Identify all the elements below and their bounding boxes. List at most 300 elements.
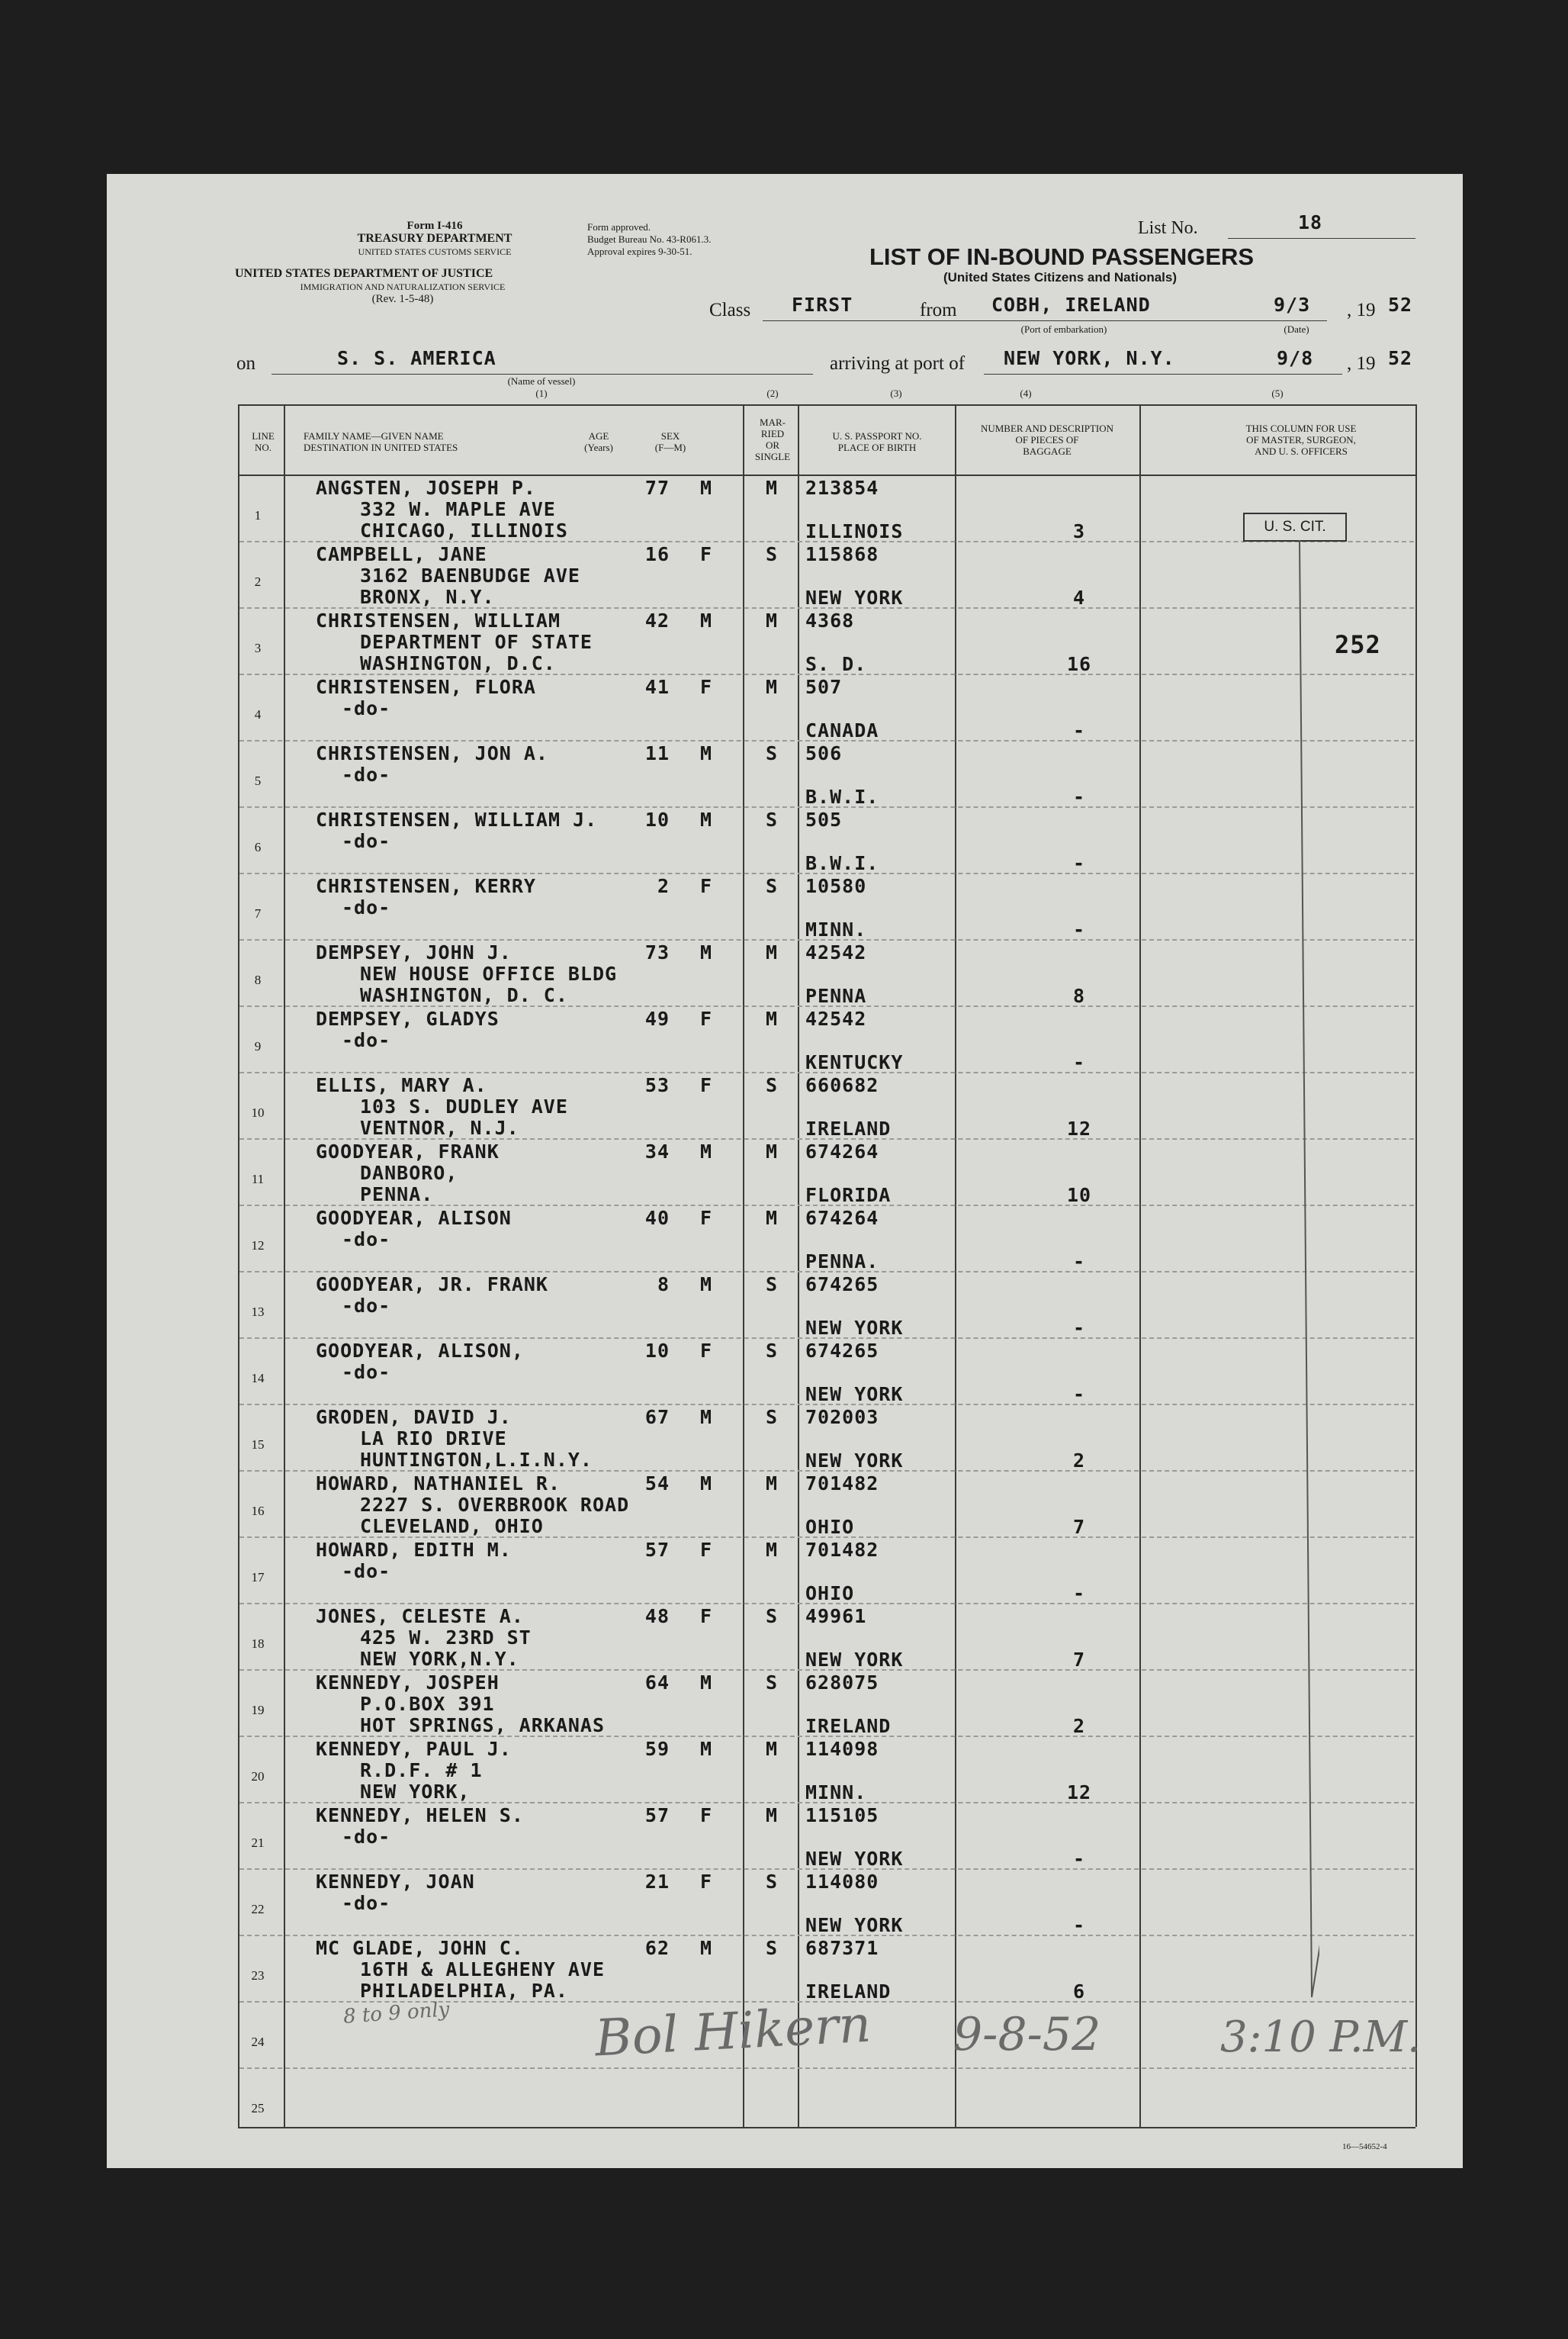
baggage-count: - [1072, 786, 1086, 808]
baggage-count: - [1072, 1582, 1086, 1604]
passport-number: 42542 [805, 941, 867, 964]
header-line-no-1: LINE [252, 430, 275, 442]
place-of-birth: CANADA [805, 719, 879, 742]
passenger-marital-status: S [765, 875, 779, 897]
passport-number: 49961 [805, 1605, 867, 1627]
line-number: 5 [254, 774, 262, 788]
header-married-3: OR [765, 439, 780, 451]
baggage-count: - [1072, 1848, 1086, 1870]
passport-number: 628075 [805, 1671, 879, 1694]
passenger-name: KENNEDY, HELEN S. [316, 1804, 524, 1826]
vessel-name: S. S. AMERICA [337, 347, 496, 369]
passenger-marital-status: S [765, 809, 779, 831]
passenger-name: GOODYEAR, ALISON, [316, 1340, 524, 1362]
row-divider [239, 2067, 1414, 2069]
baggage-count: 2 [1072, 1715, 1086, 1737]
col-num-5: (5) [1271, 388, 1284, 399]
passenger-sex: F [699, 1340, 713, 1362]
line-number: 19 [251, 1703, 265, 1717]
place-of-birth: NEW YORK [805, 1449, 904, 1472]
passenger-destination: VENTNOR, N.J. [360, 1117, 519, 1139]
passenger-name: JONES, CELESTE A. [316, 1605, 524, 1627]
passport-number: 506 [805, 742, 843, 764]
passenger-marital-status: S [765, 1605, 779, 1627]
table-header-border [238, 475, 1415, 476]
line-number: 2 [254, 574, 262, 589]
passenger-marital-status: M [765, 1207, 779, 1229]
passenger-count: 252 [1335, 630, 1381, 659]
line-number: 1 [254, 508, 262, 523]
line-number: 23 [251, 1968, 265, 1983]
passenger-age: 34 [644, 1141, 670, 1163]
passenger-destination: 2227 S. OVERBROOK ROAD [360, 1494, 630, 1516]
passenger-age: 8 [657, 1273, 670, 1295]
place-of-birth: ILLINOIS [805, 520, 904, 542]
passenger-age: 73 [644, 941, 670, 964]
passenger-sex: F [699, 1871, 713, 1893]
header-age-2: (Years) [584, 442, 613, 453]
header-married-2: RIED [760, 428, 785, 439]
us-citizen-stamp-text: U. S. CIT. [1264, 519, 1326, 535]
passenger-name: KENNEDY, JOAN [316, 1871, 475, 1893]
baggage-count: - [1072, 852, 1086, 874]
passenger-name: CHRISTENSEN, FLORA [316, 676, 536, 698]
line-number: 25 [251, 2101, 265, 2115]
header-name-1: FAMILY NAME—GIVEN NAME [304, 430, 444, 442]
passenger-destination: 332 W. MAPLE AVE [360, 498, 556, 520]
passenger-marital-status: S [765, 742, 779, 764]
passport-number: 507 [805, 676, 843, 698]
passenger-age: 11 [644, 742, 670, 764]
line-number: 15 [251, 1437, 265, 1452]
place-of-birth: NEW YORK [805, 1317, 904, 1339]
line-number: 20 [251, 1769, 265, 1784]
passenger-destination: WASHINGTON, D.C. [360, 652, 556, 674]
passenger-name: GRODEN, DAVID J. [316, 1406, 512, 1428]
passenger-destination: -do- [342, 830, 391, 852]
passenger-marital-status: S [765, 1671, 779, 1694]
header-line-no-2: NO. [254, 442, 272, 453]
passenger-marital-status: S [765, 1074, 779, 1096]
vessel-col-num: (1) [535, 388, 548, 399]
passenger-name: KENNEDY, JOSPEH [316, 1671, 500, 1694]
class-value: FIRST [792, 294, 853, 316]
passenger-marital-status: M [765, 477, 779, 499]
passenger-destination: HUNTINGTON,L.I.N.Y. [360, 1449, 593, 1471]
header-sex-1: SEX [660, 430, 680, 442]
passenger-age: 77 [644, 477, 670, 499]
passenger-sex: F [699, 676, 713, 698]
passenger-marital-status: M [765, 676, 779, 698]
passenger-destination: DEPARTMENT OF STATE [360, 631, 593, 653]
passenger-age: 41 [644, 676, 670, 698]
passenger-age: 16 [644, 543, 670, 565]
passport-number: 702003 [805, 1406, 879, 1428]
header-line-no [244, 430, 282, 453]
table-bottom-border [238, 2127, 1415, 2128]
passenger-age: 42 [644, 610, 670, 632]
arrival-date: 9/8 [1277, 347, 1314, 369]
baggage-count: - [1072, 1914, 1086, 1936]
passenger-destination: 16TH & ALLEGHENY AVE [360, 1958, 606, 1980]
passenger-marital-status: M [765, 1738, 779, 1760]
passenger-sex: M [699, 1406, 713, 1428]
passenger-sex: M [699, 1273, 713, 1295]
baggage-count: 3 [1072, 520, 1086, 542]
line-number: 21 [251, 1835, 265, 1850]
header-sex-2: (F—M) [654, 442, 686, 453]
passenger-destination: -do- [342, 896, 391, 919]
passenger-name: DEMPSEY, JOHN J. [316, 941, 512, 964]
passenger-destination: -do- [342, 697, 391, 719]
passenger-name: GOODYEAR, ALISON [316, 1207, 512, 1229]
passenger-sex: M [699, 477, 713, 499]
header-baggage-2: OF PIECES OF [1015, 434, 1079, 446]
baggage-count: 2 [1072, 1449, 1086, 1472]
class-label: Class [709, 300, 751, 320]
header-officers [1139, 423, 1463, 457]
list-title: LIST OF IN-BOUND PASSENGERS [869, 243, 1255, 270]
header-married-4: SINGLE [754, 451, 791, 462]
justice-dept: UNITED STATES DEPARTMENT OF JUSTICE [235, 267, 493, 280]
place-of-birth: FLORIDA [805, 1184, 892, 1206]
passenger-name: CHRISTENSEN, JON A. [316, 742, 548, 764]
passenger-marital-status: S [765, 1406, 779, 1428]
passenger-name: MC GLADE, JOHN C. [316, 1937, 524, 1959]
passenger-name: GOODYEAR, FRANK [316, 1141, 500, 1163]
passenger-age: 2 [657, 875, 670, 897]
passenger-age: 10 [644, 809, 670, 831]
passenger-marital-status: M [765, 1008, 779, 1030]
passenger-destination: BRONX, N.Y. [360, 586, 495, 608]
place-of-birth: PENNA. [805, 1250, 879, 1272]
line-number: 7 [254, 906, 262, 921]
header-age [572, 430, 625, 453]
place-of-birth: NEW YORK [805, 1383, 904, 1405]
handwritten-time: 3:10 P.M. [1220, 2012, 1421, 2062]
officer-bracket-line [1296, 540, 1319, 2180]
place-of-birth: B.W.I. [805, 852, 879, 874]
arrival-port: NEW YORK, N.Y. [1004, 347, 1175, 369]
passenger-age: 54 [644, 1472, 670, 1494]
passenger-sex: M [699, 1472, 713, 1494]
passenger-destination: NEW YORK,N.Y. [360, 1648, 519, 1670]
passenger-sex: F [699, 875, 713, 897]
line-number: 11 [251, 1172, 265, 1186]
embarkation-date: 9/3 [1274, 294, 1311, 316]
from-underline [961, 320, 1327, 321]
line-number: 10 [251, 1105, 265, 1120]
place-of-birth: B.W.I. [805, 786, 879, 808]
arrival-year: 52 [1388, 347, 1413, 369]
line-number: 13 [251, 1305, 265, 1319]
passenger-sex: F [699, 1207, 713, 1229]
handwritten-signature: Bol Hikern [593, 1994, 872, 2068]
header-officers-3: AND U. S. OFFICERS [1255, 446, 1348, 457]
line-number: 24 [251, 2035, 265, 2049]
passenger-marital-status: S [765, 543, 779, 565]
place-of-birth: IRELAND [805, 1980, 892, 2003]
passport-number: 701482 [805, 1539, 879, 1561]
passport-number: 701482 [805, 1472, 879, 1494]
passenger-destination: -do- [342, 1228, 391, 1250]
arriving-label: arriving at port of [830, 353, 966, 374]
passenger-age: 64 [644, 1671, 670, 1694]
place-of-birth: IRELAND [805, 1715, 892, 1737]
baggage-count: - [1072, 719, 1086, 742]
passenger-marital-status: M [765, 610, 779, 632]
passenger-sex: M [699, 610, 713, 632]
passenger-destination: -do- [342, 1029, 391, 1051]
passenger-sex: F [699, 1539, 713, 1561]
line-number: 9 [254, 1039, 262, 1054]
passenger-age: 53 [644, 1074, 670, 1096]
line-number: 8 [254, 973, 262, 987]
header-age-1: AGE [588, 430, 609, 442]
header-officers-1: THIS COLUMN FOR USE [1245, 423, 1357, 434]
header-married [744, 417, 801, 462]
approval-line-1: Form approved. [587, 221, 651, 233]
passenger-marital-status: S [765, 1340, 779, 1362]
place-of-birth: OHIO [805, 1516, 855, 1538]
passenger-age: 48 [644, 1605, 670, 1627]
passport-number: 213854 [805, 477, 879, 499]
baggage-count: - [1072, 1317, 1086, 1339]
passenger-sex: F [699, 1605, 713, 1627]
header-name-2: DESTINATION IN UNITED STATES [304, 442, 458, 453]
passenger-name: CHRISTENSEN, WILLIAM J. [316, 809, 598, 831]
passenger-age: 40 [644, 1207, 670, 1229]
baggage-count: 10 [1066, 1184, 1092, 1206]
from-label: from [920, 300, 957, 320]
place-of-birth: MINN. [805, 919, 867, 941]
passenger-age: 10 [644, 1340, 670, 1362]
vessel-underline [272, 374, 813, 375]
customs-service: UNITED STATES CUSTOMS SERVICE [358, 246, 512, 257]
baggage-count: 16 [1066, 653, 1092, 675]
date-caption: (Date) [1284, 323, 1309, 335]
passenger-age: 57 [644, 1804, 670, 1826]
passenger-name: ANGSTEN, JOSEPH P. [316, 477, 536, 499]
passenger-age: 62 [644, 1937, 670, 1959]
on-label: on [236, 353, 255, 374]
form-revision: (Rev. 1-5-48) [371, 293, 434, 305]
passport-number: 115868 [805, 543, 879, 565]
passenger-destination: DANBORO, [360, 1162, 458, 1184]
col-num-2: (2) [766, 388, 779, 399]
port-caption: (Port of embarkation) [1020, 323, 1107, 335]
passenger-destination: WASHINGTON, D. C. [360, 984, 568, 1006]
vessel-caption: (Name of vessel) [507, 375, 576, 387]
baggage-count: - [1072, 919, 1086, 941]
header-passport-2: PLACE OF BIRTH [837, 442, 917, 453]
passenger-destination: 3162 BAENBUDGE AVE [360, 565, 580, 587]
passenger-marital-status: S [765, 1273, 779, 1295]
footer-code: 16—54652-4 [1342, 2142, 1387, 2151]
header-officers-2: OF MASTER, SURGEON, [1246, 434, 1356, 446]
passport-number: 674264 [805, 1207, 879, 1229]
list-no-value: 18 [1298, 211, 1323, 233]
passenger-destination: NEW HOUSE OFFICE BLDG [360, 963, 618, 985]
embarkation-port: COBH, IRELAND [991, 294, 1151, 316]
line-number: 14 [251, 1371, 265, 1385]
form-number: Form I-416 [406, 220, 463, 232]
approval-line-2: Budget Bureau No. 43-R061.3. [587, 233, 712, 245]
line-number: 12 [251, 1238, 265, 1253]
passenger-name: CHRISTENSEN, KERRY [316, 875, 536, 897]
passenger-destination: -do- [342, 1560, 391, 1582]
header-baggage-1: NUMBER AND DESCRIPTION [980, 423, 1114, 434]
place-of-birth: PENNA [805, 985, 867, 1007]
passenger-destination: -do- [342, 1295, 391, 1317]
passenger-destination: -do- [342, 1892, 391, 1914]
passenger-destination: LA RIO DRIVE [360, 1427, 507, 1449]
passenger-sex: M [699, 742, 713, 764]
passenger-destination: -do- [342, 764, 391, 786]
passport-number: 10580 [805, 875, 867, 897]
passenger-sex: M [699, 1141, 713, 1163]
line-number: 6 [254, 840, 262, 854]
table-right-border [1415, 404, 1417, 2127]
passenger-age: 49 [644, 1008, 670, 1030]
place-of-birth: IRELAND [805, 1118, 892, 1140]
list-no-label: List No. [1138, 218, 1198, 238]
place-of-birth: NEW YORK [805, 587, 904, 609]
passenger-marital-status: M [765, 941, 779, 964]
passenger-name: HOWARD, NATHANIEL R. [316, 1472, 561, 1494]
passenger-sex: F [699, 1074, 713, 1096]
place-of-birth: KENTUCKY [805, 1051, 904, 1073]
passenger-marital-status: M [765, 1472, 779, 1494]
baggage-count: 7 [1072, 1649, 1086, 1671]
passenger-name: DEMPSEY, GLADYS [316, 1008, 500, 1030]
passport-number: 42542 [805, 1008, 867, 1030]
passenger-age: 59 [644, 1738, 670, 1760]
passport-number: 4368 [805, 610, 855, 632]
header-baggage [955, 423, 1139, 457]
baggage-count: 7 [1072, 1516, 1086, 1538]
from-year-prefix: , 19 [1347, 300, 1376, 320]
ins-service: IMMIGRATION AND NATURALIZATION SERVICE [300, 282, 506, 292]
passport-number: 660682 [805, 1074, 879, 1096]
passenger-destination: CHICAGO, ILLINOIS [360, 520, 568, 542]
line-number: 22 [251, 1902, 265, 1916]
passport-number: 505 [805, 809, 843, 831]
passenger-name: CHRISTENSEN, WILLIAM [316, 610, 561, 632]
passport-number: 687371 [805, 1937, 879, 1959]
passenger-destination: R.D.F. # 1 [360, 1759, 483, 1781]
passenger-destination: P.O.BOX 391 [360, 1693, 495, 1715]
place-of-birth: MINN. [805, 1781, 867, 1803]
passenger-marital-status: M [765, 1141, 779, 1163]
header-passport-1: U. S. PASSPORT NO. [832, 430, 922, 442]
passenger-sex: F [699, 1804, 713, 1826]
passenger-destination: HOT SPRINGS, ARKANAS [360, 1714, 606, 1736]
passenger-destination: 103 S. DUDLEY AVE [360, 1096, 568, 1118]
passport-number: 674264 [805, 1141, 879, 1163]
line-number: 18 [251, 1636, 265, 1651]
table-top-border [238, 404, 1415, 406]
passenger-destination: -do- [342, 1826, 391, 1848]
passenger-sex: F [699, 543, 713, 565]
passenger-name: GOODYEAR, JR. FRANK [316, 1273, 548, 1295]
header-baggage-3: BAGGAGE [1023, 446, 1072, 457]
passport-number: 114080 [805, 1871, 879, 1893]
baggage-count: 12 [1066, 1118, 1092, 1140]
header-passport [798, 430, 956, 453]
passenger-sex: M [699, 1738, 713, 1760]
passenger-age: 57 [644, 1539, 670, 1561]
col-num-3: (3) [890, 388, 902, 399]
passenger-marital-status: S [765, 1871, 779, 1893]
line-number: 17 [251, 1570, 265, 1585]
manifest-page [107, 174, 1463, 2168]
passenger-age: 67 [644, 1406, 670, 1428]
col-num-4: (4) [1020, 388, 1032, 399]
passenger-age: 21 [644, 1871, 670, 1893]
passenger-marital-status: M [765, 1539, 779, 1561]
passenger-destination: CLEVELAND, OHIO [360, 1515, 544, 1537]
line-number: 16 [251, 1504, 265, 1518]
passenger-name: CAMPBELL, JANE [316, 543, 487, 565]
header-married-1: MAR- [760, 417, 786, 428]
passport-number: 114098 [805, 1738, 879, 1760]
handwritten-date: 9-8-52 [953, 2008, 1101, 2061]
list-no-underline [1228, 238, 1415, 239]
place-of-birth: S. D. [805, 653, 867, 675]
passenger-destination: -do- [342, 1361, 391, 1383]
passenger-sex: M [699, 809, 713, 831]
passenger-destination: PENNA. [360, 1183, 434, 1205]
arrival-year-prefix: , 19 [1347, 353, 1376, 374]
passenger-sex: M [699, 1937, 713, 1959]
baggage-count: 12 [1066, 1781, 1092, 1803]
baggage-count: - [1072, 1250, 1086, 1272]
passenger-marital-status: S [765, 1937, 779, 1959]
handwritten-count-note: 8 to 9 only [342, 1998, 451, 2029]
passenger-marital-status: M [765, 1804, 779, 1826]
passenger-destination: NEW YORK, [360, 1781, 471, 1803]
us-citizen-stamp [1243, 513, 1347, 542]
passenger-destination: 425 W. 23RD ST [360, 1626, 532, 1649]
passport-number: 674265 [805, 1273, 879, 1295]
place-of-birth: NEW YORK [805, 1848, 904, 1870]
place-of-birth: OHIO [805, 1582, 855, 1604]
passenger-name: KENNEDY, PAUL J. [316, 1738, 512, 1760]
list-subtitle: (United States Citizens and Nationals) [943, 270, 1178, 285]
arrival-underline [984, 374, 1342, 375]
baggage-count: - [1072, 1051, 1086, 1073]
header-sex [644, 430, 697, 453]
baggage-count: 4 [1072, 587, 1086, 609]
passenger-name: ELLIS, MARY A. [316, 1074, 487, 1096]
treasury-dept: TREASURY DEPARTMENT [357, 232, 512, 245]
place-of-birth: NEW YORK [805, 1649, 904, 1671]
passenger-destination: PHILADELPHIA, PA. [360, 1980, 568, 2002]
passport-number: 115105 [805, 1804, 879, 1826]
passport-number: 674265 [805, 1340, 879, 1362]
baggage-count: - [1072, 1383, 1086, 1405]
baggage-count: 6 [1072, 1980, 1086, 2003]
line-number: 4 [254, 707, 262, 722]
passenger-name: HOWARD, EDITH M. [316, 1539, 512, 1561]
header-name [304, 430, 458, 453]
line-number: 3 [254, 641, 262, 655]
passenger-sex: M [699, 1671, 713, 1694]
place-of-birth: NEW YORK [805, 1914, 904, 1936]
passenger-sex: F [699, 1008, 713, 1030]
baggage-count: 8 [1072, 985, 1086, 1007]
